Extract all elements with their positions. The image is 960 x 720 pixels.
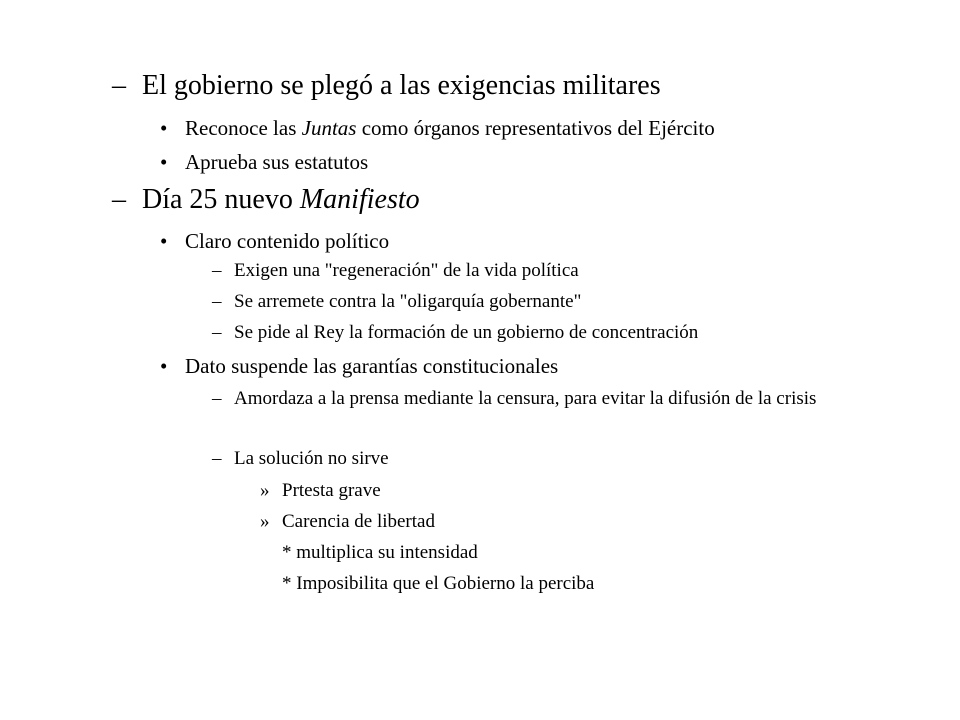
sub-censura: Amordaza a la prensa mediante la censura, para evitar la difusión de la crisis — [234, 388, 817, 409]
dash-marker: – — [112, 184, 126, 215]
sub-protesta: Prtesta grave — [282, 480, 381, 501]
chevron-marker: » — [260, 480, 270, 501]
dash-marker: – — [212, 448, 222, 469]
note-perciba: * Imposibilita que el Gobierno la perciba — [282, 573, 595, 594]
sub-regeneracion: Exigen una "regeneración" de la vida política — [234, 260, 579, 281]
heading-manifiesto-em: Manifiesto — [299, 184, 420, 215]
heading-manifiesto — [142, 184, 420, 216]
chevron-marker: » — [260, 511, 270, 532]
bullet-marker: • — [160, 354, 168, 378]
bullet-juntas-after: como órganos representativos del Ejército — [356, 116, 715, 140]
dash-marker: – — [212, 291, 222, 312]
bullet-estatutos: Aprueba sus estatutos — [185, 150, 369, 174]
bullet-juntas — [185, 116, 715, 141]
heading-gobierno: El gobierno se plegó a las exigencias militares — [142, 70, 661, 101]
bullet-marker: • — [160, 229, 168, 253]
sub-libertad: Carencia de libertad — [282, 511, 435, 532]
bullet-juntas-em: Juntas — [301, 116, 357, 140]
bullet-contenido: Claro contenido político — [185, 229, 390, 253]
bullet-marker: • — [160, 150, 168, 174]
sub-oligarquia: Se arremete contra la "oligarquía gobernante" — [234, 291, 582, 312]
bullet-marker: • — [160, 116, 168, 140]
dash-marker: – — [212, 388, 222, 409]
note-intensidad: * multiplica su intensidad — [282, 542, 478, 563]
dash-marker: – — [212, 322, 222, 343]
sub-solucion: La solución no sirve — [234, 448, 389, 469]
sub-concentracion: Se pide al Rey la formación de un gobierno de concentración — [234, 322, 699, 343]
bullet-juntas-before: Reconoce las — [185, 116, 302, 140]
dash-marker: – — [112, 70, 126, 101]
bullet-garantias: Dato suspende las garantías constitucionales — [185, 354, 559, 378]
heading-manifiesto-before: Día 25 nuevo — [142, 184, 300, 215]
dash-marker: – — [212, 260, 222, 281]
